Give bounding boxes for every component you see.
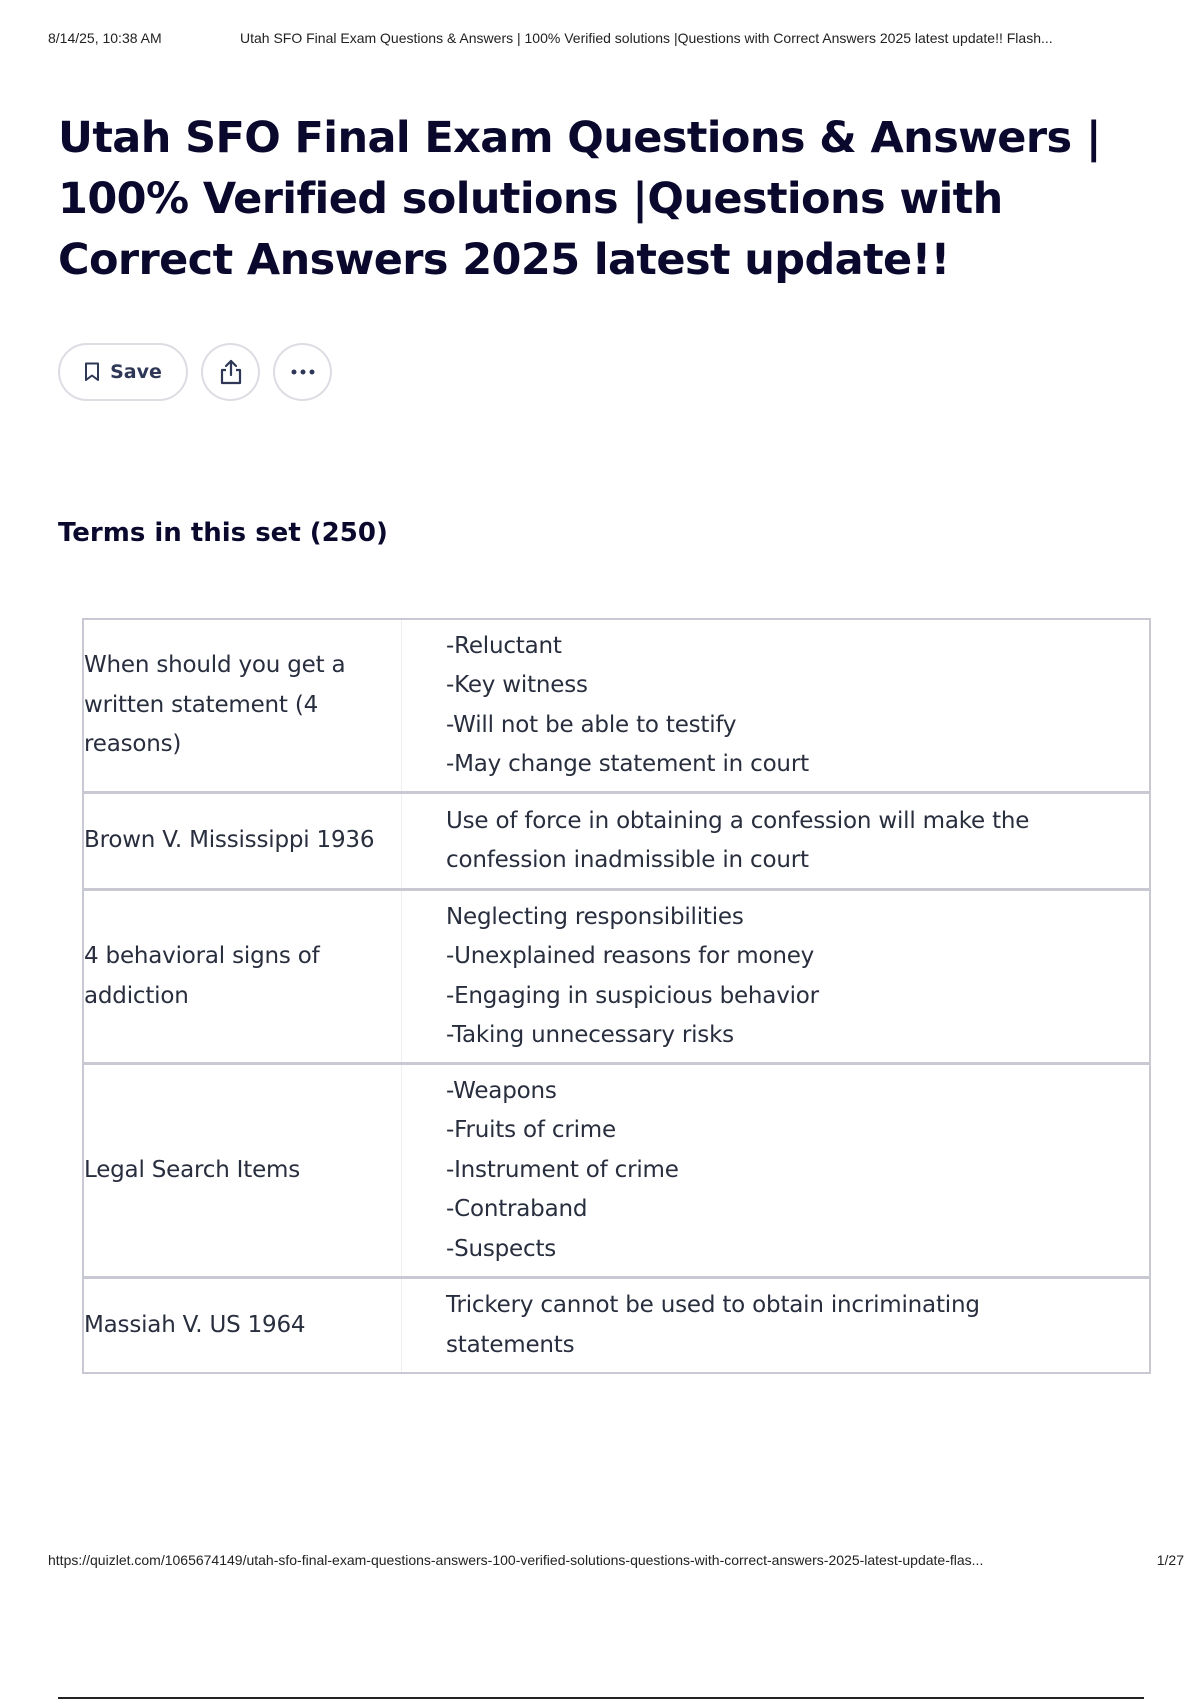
print-page-number: 1/27 bbox=[1156, 1552, 1184, 1568]
term-cell bbox=[84, 891, 402, 1062]
definition-cell bbox=[402, 1065, 1149, 1276]
definition-line: -Reluctant bbox=[446, 632, 562, 659]
term-text: Legal Search Items bbox=[84, 1156, 301, 1183]
definition-line: statements bbox=[446, 1331, 575, 1358]
term-cell bbox=[84, 794, 402, 888]
share-icon bbox=[218, 358, 244, 386]
more-horizontal-icon bbox=[290, 368, 316, 376]
share-button[interactable] bbox=[201, 343, 260, 401]
term-cell bbox=[84, 1279, 402, 1372]
definition-line: -Contraband bbox=[446, 1196, 588, 1223]
definition-line: -Weapons bbox=[446, 1077, 557, 1104]
print-date: 8/14/25, 10:38 AM bbox=[48, 30, 162, 46]
term-row[interactable] bbox=[82, 1276, 1151, 1374]
definition-line: -Engaging in suspicious behavior bbox=[446, 982, 819, 1009]
term-row[interactable] bbox=[82, 1062, 1151, 1278]
definition-line: -Suspects bbox=[446, 1235, 557, 1262]
term-cell bbox=[84, 1065, 402, 1276]
term-cell bbox=[84, 620, 402, 791]
definition-line: confession inadmissible in court bbox=[446, 847, 809, 873]
definition-line: -Key witness bbox=[446, 672, 588, 698]
definition-line: -Instrument of crime bbox=[446, 1156, 679, 1183]
definition-line: -Taking unnecessary risks bbox=[446, 1022, 734, 1048]
definition-line: -May change statement in court bbox=[446, 751, 809, 777]
definition-cell bbox=[402, 620, 1149, 791]
terms-list bbox=[82, 620, 1151, 1374]
print-page-title: Utah SFO Final Exam Questions & Answers | 100% Verified solutions |Questions with Correct Answers 2025 latest update!! Flash... bbox=[240, 30, 1053, 46]
definition-line: Trickery cannot be used to obtain incriminating bbox=[446, 1292, 980, 1318]
definition-line: Use of force in obtaining a confession will make the bbox=[446, 807, 1030, 834]
term-text: Brown V. Mississippi 1936 bbox=[84, 827, 375, 854]
page-divider bbox=[58, 1697, 1144, 1699]
definition-line: -Unexplained reasons for money bbox=[446, 943, 815, 969]
term-text: When should you get a written statement (4 reasons) bbox=[84, 652, 346, 758]
term-row[interactable] bbox=[82, 791, 1151, 890]
terms-count-heading: Terms in this set (250) bbox=[58, 518, 388, 548]
definition-line: -Fruits of crime bbox=[446, 1117, 616, 1144]
term-text: 4 behavioral signs of addiction bbox=[84, 943, 320, 1009]
print-url: https://quizlet.com/1065674149/utah-sfo-final-exam-questions-answers-100-verified-solutions-questions-with-correct-answers-2025-latest-update-flas... bbox=[48, 1552, 984, 1568]
definition-cell bbox=[402, 794, 1149, 888]
term-row[interactable] bbox=[82, 618, 1151, 793]
definition-line: -Will not be able to testify bbox=[446, 711, 737, 738]
bookmark-icon bbox=[84, 362, 100, 382]
definition-cell bbox=[402, 1279, 1149, 1372]
save-button-label: Save bbox=[110, 361, 162, 383]
page-title: Utah SFO Final Exam Questions & Answers | 100% Verified solutions |Questions with Correct Answers 2025 latest update!! bbox=[58, 113, 1101, 285]
save-button[interactable] bbox=[58, 343, 188, 401]
definition-line: Neglecting responsibilities bbox=[446, 903, 744, 930]
more-options-button[interactable] bbox=[273, 343, 332, 401]
term-row[interactable] bbox=[82, 888, 1151, 1064]
definition-cell bbox=[402, 891, 1149, 1062]
term-text: Massiah V. US 1964 bbox=[84, 1311, 306, 1338]
